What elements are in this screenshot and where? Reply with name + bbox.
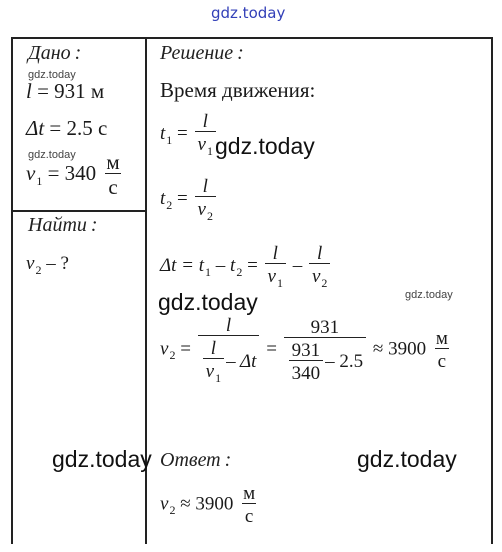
- given-delta-time: Δt = 2.5 с: [26, 116, 108, 140]
- equation-v2: $v_2$ = l $\frac{l}{v_1}$ – Δt = 931 $\frac{931}{340}$ – 2.5 ≈ 3900 $\frac{м}{с}$: [160, 315, 448, 385]
- header-watermark: gdz.today: [211, 4, 286, 22]
- watermark-large-2: gdz.today: [158, 289, 258, 315]
- watermark-large-3: gdz.today: [52, 446, 152, 472]
- find-unknown: $v_2$ – ?: [26, 253, 69, 277]
- solution-intro: Время движения:: [160, 78, 316, 102]
- equation-t2: $t_2$ = $\frac{l}{v_2}$: [160, 177, 218, 222]
- solution-header: Решение :: [160, 42, 244, 64]
- given-header: Дано :: [28, 42, 82, 64]
- watermark-small-given-2: gdz.today: [28, 149, 76, 161]
- given-length: l = 931 м: [26, 79, 105, 103]
- equation-delta-t: $\Delta t = t_1 - t_2$ = $\frac{l}{v_1}$ – $\frac{l}{v_2}$: [160, 244, 332, 289]
- equation-t1: $t_1$ = $\frac{l}{v_1}$: [160, 112, 218, 157]
- watermark-small-solution: gdz.today: [405, 289, 453, 301]
- answer-header: Ответ :: [160, 449, 232, 471]
- table-right-border: [491, 37, 493, 544]
- watermark-large-1: gdz.today: [215, 133, 315, 159]
- table-left-border: [11, 37, 13, 544]
- table-top-border: [11, 37, 493, 39]
- given-speed-sound: $v_1 = 340$ $\frac{м}{с}$: [26, 152, 125, 198]
- given-find-divider: [11, 210, 146, 212]
- watermark-small-given-1: gdz.today: [28, 69, 76, 81]
- answer-value: $v_2 \approx 3900$ $\frac{м}{с}$: [160, 483, 256, 527]
- given-speed-unit: $\frac{м}{с}$: [106, 150, 120, 199]
- watermark-large-4: gdz.today: [357, 446, 457, 472]
- find-header: Найти :: [28, 214, 98, 236]
